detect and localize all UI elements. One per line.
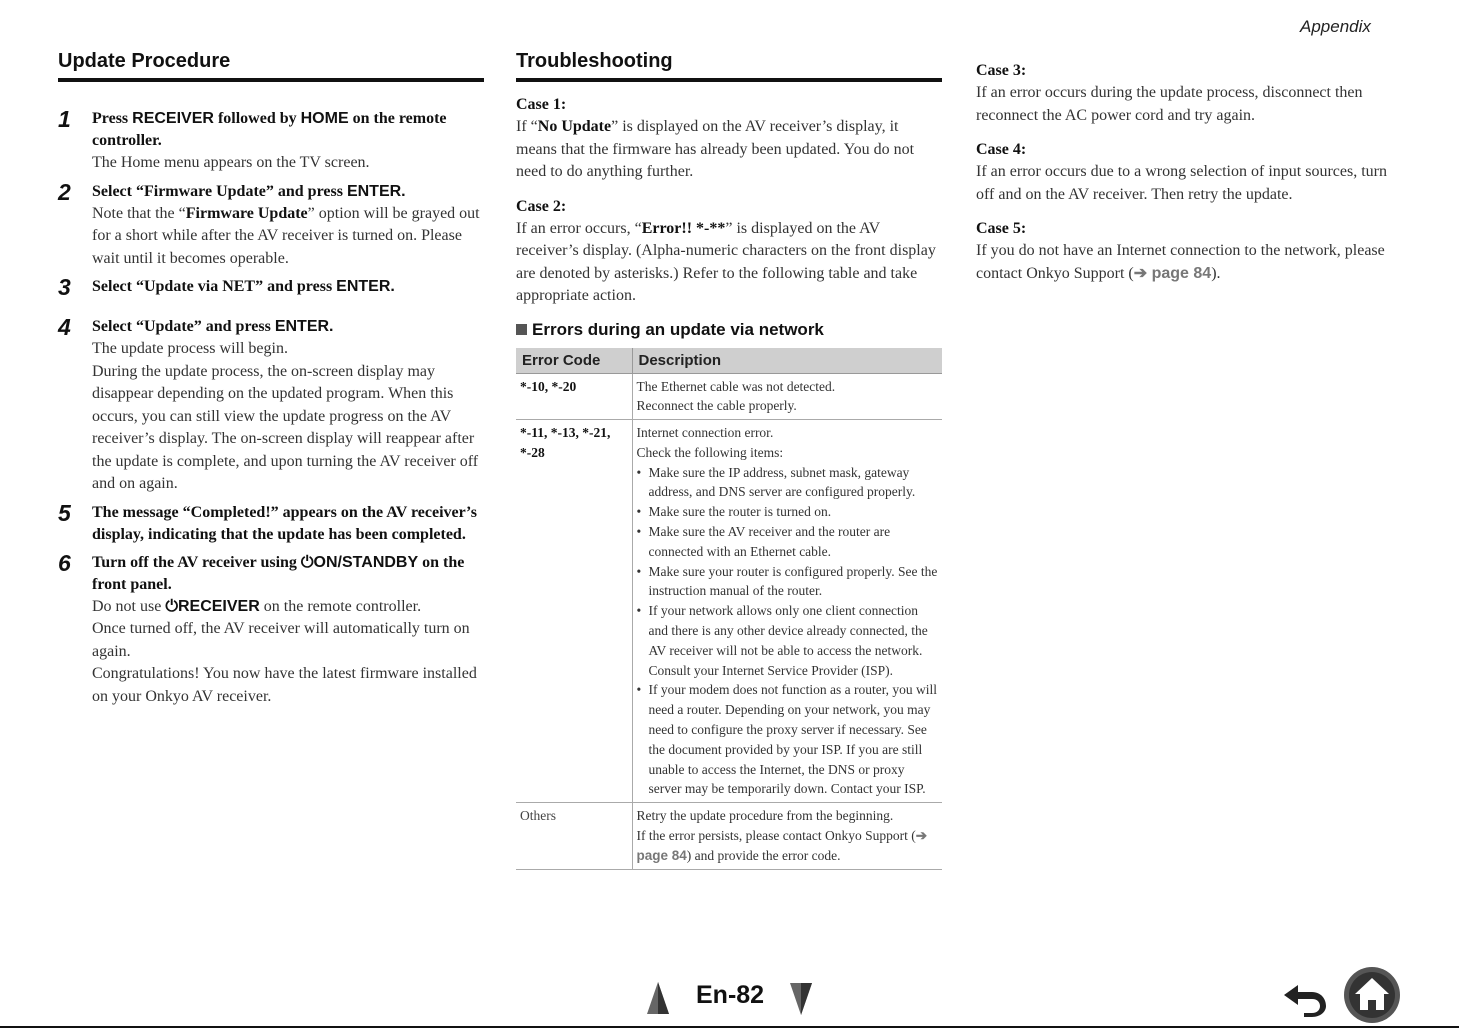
text-fragment: ” option will be grayed out for a short while after the AV receiver is turned on. Please wait until it becomes operable. xyxy=(92,204,480,267)
step-title xyxy=(92,316,484,338)
table-row xyxy=(516,373,942,420)
text-fragment: ” is displayed on the AV receiver’s display, it means that the firmware has already been updated. You do not need to do anything further. xyxy=(516,118,915,180)
description-line: Internet connection error. xyxy=(636,425,774,441)
update-procedure-heading: Update Procedure xyxy=(58,50,484,82)
check-item: • If your modem does not function as a router, you will need a router. Depending on your network, you may need to configure the proxy server if necessary. See the document provided by your ISP. If you are still unable to access the Internet, the DNS or proxy server may be temporarily down. Contact your ISP. xyxy=(637,680,939,799)
error-code: *-10, *-20 xyxy=(516,373,632,420)
step-text: The Home menu appears on the TV screen. xyxy=(92,154,370,171)
step-number: 4 xyxy=(58,314,71,340)
step-number: 6 xyxy=(58,549,71,576)
troubleshooting-heading: Troubleshooting xyxy=(516,50,942,82)
table-row xyxy=(516,420,942,803)
step-title xyxy=(92,181,484,203)
case-title: Case 4: xyxy=(976,141,1027,158)
error-description xyxy=(632,373,942,420)
no-update-term: No Update xyxy=(537,118,612,135)
description-line: The Ethernet cable was not detected. xyxy=(636,378,836,394)
step-4 xyxy=(58,316,484,496)
step-5 xyxy=(58,499,484,546)
case-text xyxy=(976,240,1406,285)
check-item: • Make sure the AV receiver and the router are connected with an Ethernet cable. xyxy=(637,522,939,562)
step-title-text: Select “Firmware Update” and press xyxy=(92,182,347,200)
page-number: En-82 xyxy=(696,981,765,1009)
case-1 xyxy=(516,94,942,184)
triangle-down-icon[interactable] xyxy=(790,983,812,1015)
case-4 xyxy=(976,139,1406,206)
case-title: Case 3: xyxy=(976,62,1027,79)
on-standby-key: ⏻ON/STANDBY xyxy=(300,553,419,571)
enter-key: ENTER. xyxy=(274,318,334,335)
error-description xyxy=(632,803,942,869)
error-term: Error!! *-** xyxy=(641,219,726,237)
step-body xyxy=(92,338,484,496)
page-84-link[interactable]: ➔ page 84 xyxy=(1133,264,1212,282)
step-text: The update process will begin. xyxy=(92,340,288,357)
description-line xyxy=(637,826,939,866)
square-bullet-icon xyxy=(516,324,527,335)
receiver-key: ⏻RECEIVER xyxy=(165,597,260,615)
step-body xyxy=(92,203,484,271)
text-fragment: If you do not have an Internet connection to the network, please contact Onkyo Support ( xyxy=(976,242,1385,282)
errors-subheading-text: Errors during an update via network xyxy=(532,319,824,339)
text-fragment: ) and provide the error code. xyxy=(686,847,841,863)
step-6 xyxy=(58,549,484,709)
case-title: Case 1: xyxy=(516,96,567,113)
case-3 xyxy=(976,60,1406,127)
back-arrow-icon[interactable] xyxy=(1282,979,1330,1019)
error-description xyxy=(632,420,942,803)
text-fragment: If the error persists, please contact Onkyo Support ( xyxy=(636,828,916,844)
step-text xyxy=(92,596,484,619)
page-footer xyxy=(0,975,1459,1033)
text-fragment: ). xyxy=(1211,264,1221,282)
check-item: • If your network allows only one client connection and there is any other device already connected, the AV receiver will not be able to access the network. Consult your Internet Service Provider (ISP). xyxy=(637,601,939,680)
case-text: If an error occurs during the update process, disconnect then reconnect the AC power cord and try again. xyxy=(976,84,1363,124)
column-header: Description xyxy=(632,348,942,374)
step-title-text: Select “Update via NET” and press xyxy=(92,278,337,295)
step-text: During the update process, the on-screen display may disappear depending on the updated program. When this occurs, you can still view the update progress on the AV receiver’s display. The on-screen display will reappear after the update is complete, and upon turning the AV receiver off and on again. xyxy=(92,362,479,492)
step-title-text: Turn off the AV receiver using xyxy=(92,553,301,571)
text-fragment: Note that the “ xyxy=(92,204,186,222)
case-text: If an error occurs due to a wrong selection of input sources, turn off and on the AV receiver. Then retry the update. xyxy=(976,163,1387,203)
step-text: Congratulations! You now have the latest firmware installed on your Onkyo AV receiver. xyxy=(92,665,477,705)
step-text xyxy=(92,203,484,271)
step-2 xyxy=(58,178,484,271)
triangle-up-icon[interactable] xyxy=(647,982,669,1014)
case-text xyxy=(516,116,942,184)
more-cases-column xyxy=(976,60,1406,297)
troubleshooting-column xyxy=(516,50,942,870)
enter-key: ENTER. xyxy=(346,182,406,200)
step-title xyxy=(92,108,484,152)
description-line: Reconnect the cable properly. xyxy=(636,398,797,414)
table-row xyxy=(516,803,942,869)
step-title-text: followed by xyxy=(213,110,301,127)
error-table xyxy=(516,348,942,870)
step-title xyxy=(92,276,484,298)
case-title: Case 2: xyxy=(516,197,567,215)
step-body xyxy=(92,152,484,175)
check-item: • Make sure the router is turned on. xyxy=(637,502,939,522)
description-line: Check the following items: xyxy=(636,444,784,460)
errors-subheading xyxy=(516,320,942,340)
home-key: HOME xyxy=(300,110,349,127)
step-text: Once turned off, the AV receiver will automatically turn on again. xyxy=(92,620,470,660)
case-5 xyxy=(976,218,1406,285)
step-title-text: on the front panel. xyxy=(92,553,465,593)
case-2 xyxy=(516,196,942,308)
text-fragment: If an error occurs, “ xyxy=(516,219,642,237)
update-procedure-column xyxy=(58,50,484,714)
step-number: 2 xyxy=(58,178,71,205)
text-fragment: ” is displayed on the AV receiver’s display. (Alpha-numeric characters on the front display are denoted by asterisks.) Refer to the following table and take appropriate action. xyxy=(516,219,936,304)
error-code: *-11, *-13, *-21, *-28 xyxy=(516,420,632,803)
step-1 xyxy=(58,108,484,175)
step-title-text: on the remote controller. xyxy=(92,110,447,149)
step-body xyxy=(92,596,484,709)
step-title: The message “Completed!” appears on the AV receiver’s display, indicating that the update has been completed. xyxy=(92,503,477,543)
step-3 xyxy=(58,276,484,298)
text-fragment: Do not use xyxy=(92,597,166,615)
check-item: • Make sure the IP address, subnet mask, gateway address, and DNS server are configured properly. xyxy=(637,463,939,503)
description-line: Retry the update procedure from the beginning. xyxy=(636,808,894,824)
check-item: • Make sure your router is configured properly. See the instruction manual of the router. xyxy=(637,562,939,602)
text-fragment: If “ xyxy=(516,118,538,135)
home-icon[interactable] xyxy=(1342,965,1402,1025)
table-header-row xyxy=(516,348,942,374)
page-84-link[interactable]: ➔ page 84 xyxy=(636,828,928,863)
enter-key: ENTER. xyxy=(336,278,395,295)
step-number: 3 xyxy=(58,274,71,300)
step-number: 5 xyxy=(58,499,71,526)
error-code: Others xyxy=(516,803,632,869)
firmware-update-term: Firmware Update xyxy=(185,204,308,222)
column-header: Error Code xyxy=(516,348,632,374)
step-title-text: Select “Update” and press xyxy=(92,318,275,335)
receiver-key: RECEIVER xyxy=(132,110,214,127)
text-fragment: on the remote controller. xyxy=(259,597,422,615)
step-title-text: Press xyxy=(92,110,133,127)
case-text xyxy=(516,218,942,308)
step-title xyxy=(92,552,484,596)
case-title: Case 5: xyxy=(976,220,1027,237)
section-label: Appendix xyxy=(1300,17,1371,36)
footer-rule xyxy=(0,1026,1459,1028)
step-number: 1 xyxy=(58,106,71,132)
